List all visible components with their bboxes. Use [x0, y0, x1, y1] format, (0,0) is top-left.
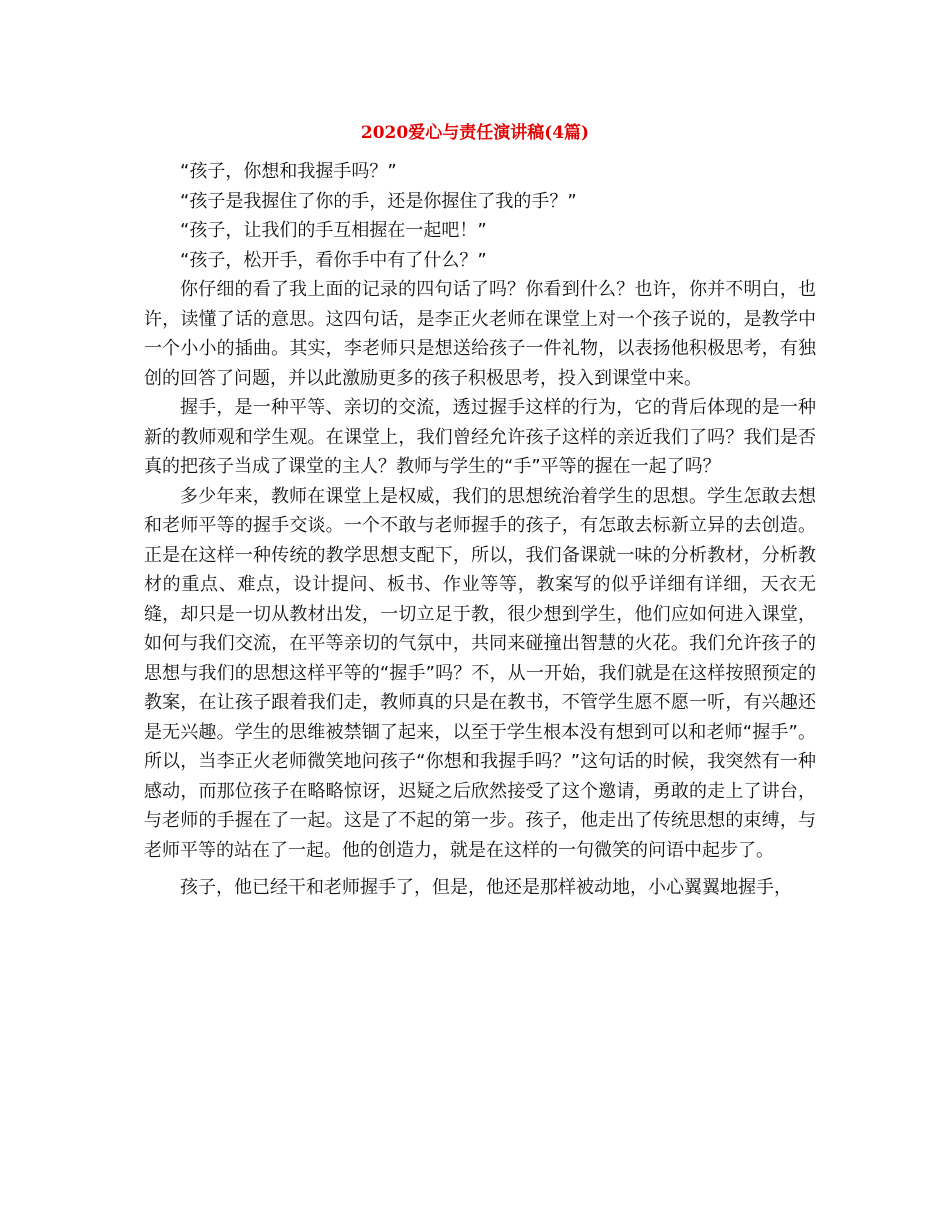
- paragraph: “孩子是我握住了你的手，还是你握住了我的手？”: [180, 190, 577, 212]
- paragraph: “孩子，让我们的手互相握在一起吧！”: [180, 220, 487, 241]
- document-body: [144, 157, 816, 903]
- paragraph: 握手，是一种平等、亲切的交流，透过握手这样的行为，它的背后体现的是一种新的教师观和学生观。在课堂上，我们曾经允许孩子这样的亲近我们了吗？我们是否真的把孩子当成了课堂的主人？教师与学生的“手”平等的握在一起了吗？: [144, 397, 816, 477]
- paragraph: “孩子，你想和我握手吗？”: [180, 161, 397, 182]
- paragraph: 孩子，他已经干和老师握手了，但是，他还是那样被动地，小心翼翼地握手，: [180, 877, 792, 898]
- paragraph: “孩子，松开手，看你手中有了什么？”: [180, 249, 487, 271]
- paragraph: 你仔细的看了我上面的记录的四句话了吗？你看到什么？也许，你并不明白，也许，读懂了话的意思。这四句话，是李正火老师在课堂上对一个孩子说的，是教学中一个小小的插曲。其实，李老师只是想送给孩子一件礼物，以表扬他积极思考，有独创的回答了问题，并以此激励更多的孩子积极思考，投入到课堂中来。: [144, 279, 816, 389]
- paragraph: 多少年来，教师在课堂上是权威，我们的思想统治着学生的思想。学生怎敢去想和老师平等的握手交谈。一个不敢与老师握手的孩子，有怎敢去标新立异的去创造。正是在这样一种传统的教学思想支配下，所以，我们备课就一味的分析教材，分析教材的重点、难点，设计提问、板书、作业等等，教案写的似乎详细有详细，天衣无缝，却只是一切从教材出发，一切立足于教，很少想到学生，他们应如何进入课堂，如何与我们交流，在平等亲切的气氛中，共同来碰撞出智慧的火花。我们允许孩子的思想与我们的思想这样平等的“握手”吗？不，从一开始，我们就是在这样按照预定的教案，在让孩子跟着我们走，教师真的只是在教书，不管学生愿不愿一听，有兴趣还是无兴趣。学生的思维被禁锢了起来，以至于学生根本没有想到可以和老师“握手”。所以，当李正火老师微笑地问孩子“你想和我握手吗？”这句话的时候，我突然有一种感动，而那位孩子在略略惊讶，迟疑之后欣然接受了这个邀请，勇敢的走上了讲台，与老师的手握在了一起。这是了不起的第一步。孩子，他走出了传统思想的束缚，与老师平等的站在了一起。他的创造力，就是在这样的一句微笑的问语中起步了。: [144, 485, 816, 861]
- document-title: 2020爱心与责任演讲稿(4篇): [360, 123, 590, 143]
